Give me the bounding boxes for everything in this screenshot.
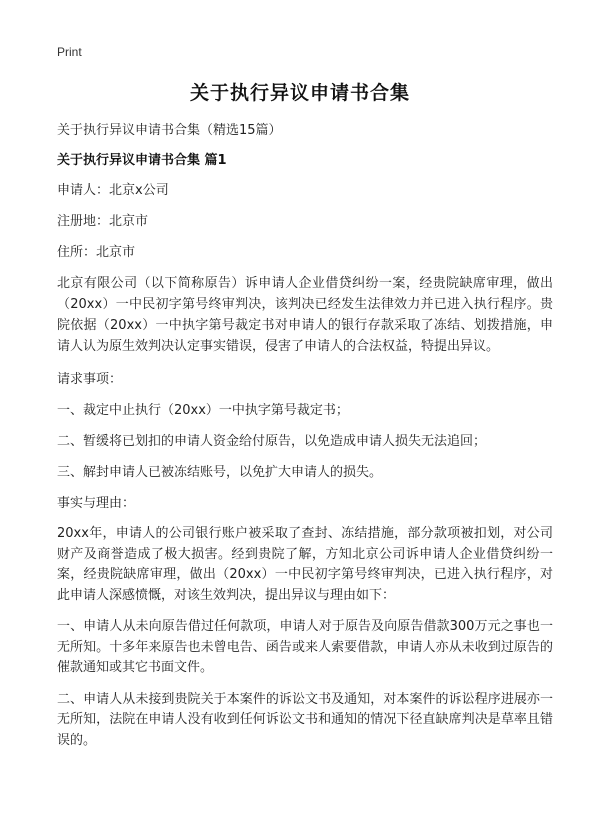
facts-paragraph-3: 二、申请人从未接到贵院关于本案件的诉讼文书及通知，对本案件的诉讼程序进展亦一无所知，法院在申请人没有收到任何诉讼文书和通知的情况下径直缺席判决是草率且错误的。 bbox=[57, 691, 553, 748]
residence-line: 住所：北京市 bbox=[57, 245, 136, 260]
facts-heading: 事实与理由： bbox=[57, 496, 136, 511]
document-subtitle: 关于执行异议申请书合集（精选15篇） bbox=[57, 123, 282, 138]
intro-paragraph: 北京有限公司（以下简称原告）诉申请人企业借贷纠纷一案，经贵院缺席审理，做出（20xx）一中民初字第号终审判决，该判决已经发生法律效力并已进入执行程序。贵院依据（20xx）一中执字第号裁定书对申请人的银行存款采取了冻结、划拨措施，申请人认为原生效判决认定事实错误，侵害了申请人的合法权益，特提出异议。 bbox=[57, 276, 553, 354]
print-link[interactable]: Print bbox=[57, 45, 82, 59]
request-item-2: 二、暂缓将已划扣的申请人资金给付原告，以免造成申请人损失无法追回； bbox=[57, 434, 487, 449]
facts-paragraph-2: 一、申请人从未向原告借过任何款项，申请人对于原告及向原告借款300万元之事也一无所知。十多年来原告也未曾电告、函告或来人索要借款，申请人亦从未收到过原告的催款通知或其它书面文件。 bbox=[57, 619, 553, 675]
facts-paragraph-1: 20xx年，申请人的公司银行账户被采取了查封、冻结措施，部分款项被扣划，对公司财产及商誉造成了极大损害。经到贵院了解，方知北京公司诉申请人企业借贷纠纷一案，经贵院缺席审理，做出（20xx）一中民初字第号终审判决，已进入执行程序，对此申请人深感愤慨，对该生效判决，提出异议与理由如下： bbox=[57, 526, 553, 603]
document-body bbox=[57, 120, 553, 762]
section-heading: 关于执行异议申请书合集 篇1 bbox=[57, 153, 227, 168]
request-item-1: 一、裁定中止执行（20xx）一中执字第号裁定书； bbox=[57, 403, 349, 418]
request-item-3: 三、解封申请人已被冻结账号，以免扩大申请人的损失。 bbox=[57, 465, 383, 480]
applicant-line: 申请人：北京x公司 bbox=[57, 183, 169, 198]
registered-address-line: 注册地：北京市 bbox=[57, 214, 149, 229]
page-title: 关于执行异议申请书合集 bbox=[189, 82, 410, 104]
requests-heading: 请求事项： bbox=[57, 372, 123, 387]
